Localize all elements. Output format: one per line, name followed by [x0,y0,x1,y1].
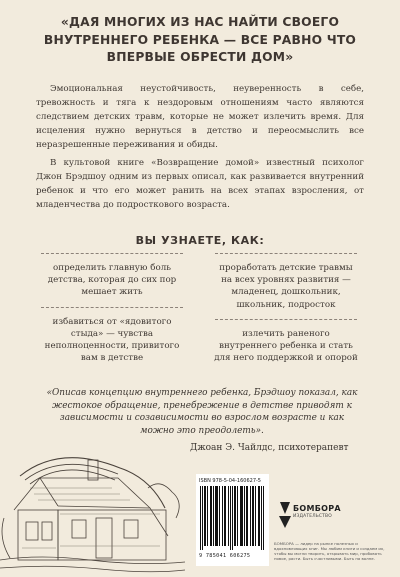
learn-item: излечить раненого внутреннего ребенка и стать для него поддержкой и опорой [214,328,358,364]
intro-paragraph-2: В культовой книге «Возвращение домой» известный психолог Джон Брэдшоу одним из первых описал, как развивается внутренний ребенок и что его может ранить на всех этапах взросления, от младенчества до подросткового возраста. [36,158,364,210]
learn-column-right [211,253,361,372]
publisher-description: БОМБОРА — лидер на рынке полезных и вдохновляющих книг. Мы любим книги и создаем их, чтобы вы могли творить, открывать мир, пробовать новое, расти. Быть счастливыми. Быть на волне. [274,541,385,561]
learn-item: проработать детские травмы на всех уровнях развития — младенец, дошкольник, школьник, подросток [219,263,353,310]
learn-item: определить главную боль детства, которая до сих пор мешает жить [47,263,177,298]
learn-item: избавиться от «ядовитого стыда» — чувства неполноценности, привитого вам в детстве [44,316,180,364]
barcode-number: 9 785041 606275 [199,553,251,559]
barcode-icon [200,486,266,550]
quote-author: Джоан Э. Чайлдс, психотерапевт [190,443,349,453]
intro-paragraph-1: Эмоциональная неустойчивость, неуверенность в себе, тревожность и тяга к нездоровым отношениям часто являются следствием детских травм, которые не может излечить время. Для исцеления нужно вернуться в детство и переосмыслить все неразрешенные переживания и обиды. [36,84,364,150]
intro-text [36,82,364,216]
learn-title: ВЫ УЗНАЕТЕ, КАК: [135,234,265,247]
publisher-logo-subtitle: ИЗДАТЕЛЬСТВО [293,514,332,519]
house-illustration [0,448,185,577]
isbn-label: ISBN 978-5-04-160627-5 [199,478,261,484]
review-quote: «Описав концепцию внутреннего ребенка, Брэдшоу показал, как жестокое обращение, пренебрежение в детстве приводят к зависимости и созависимости во взрослом возрасте и как можно это преодолеть». [46,388,358,436]
learn-column-left [37,253,187,372]
publisher-logo-name: БОМБОРА [293,504,341,513]
headline: «ДАЯ МНОГИХ ИЗ НАС НАЙТИ СВОЕГО ВНУТРЕННЕГО РЕБЕНКА — ВСЕ РАВНО ЧТО ВПЕРВЫЕ ОБРЕСТИ ДОМ» [43,15,357,64]
